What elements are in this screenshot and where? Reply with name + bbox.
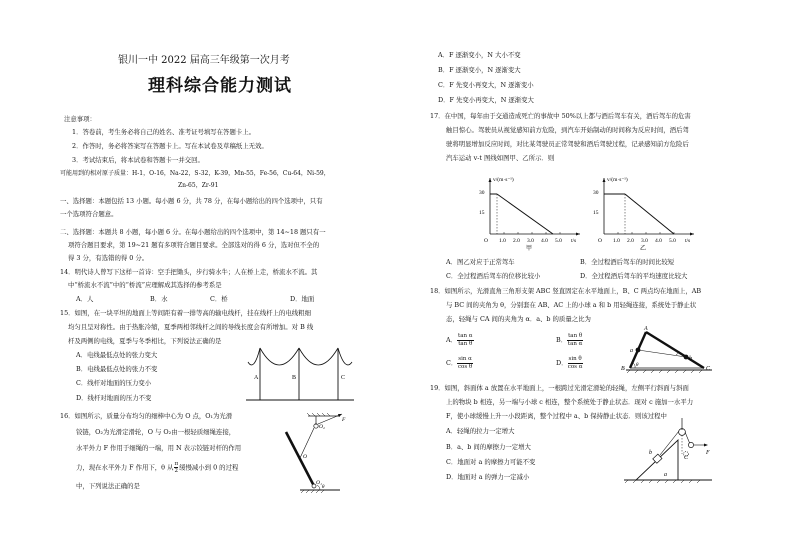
q14-option: D．地面 xyxy=(290,295,315,303)
pole-label-b: B xyxy=(292,375,297,381)
q19-option: C．地面对 a 的摩擦力可能不变 xyxy=(446,458,536,466)
label-o: O xyxy=(303,454,307,460)
school-title: 银川一中 2022 届高三年级第一次月考 xyxy=(118,55,290,66)
q17-stem: 汽车运动 v-t 图线如图甲、乙所示．则 xyxy=(446,154,555,162)
q16-text: 力，现在水平外力 F 作用下，θ 从 xyxy=(76,463,174,472)
q17-stem: 17．在中国，每年由于交通造成死亡的事故中 50%以上都与酒后驾车有关，酒后驾车的危害 xyxy=(430,112,691,120)
pole-label-c: C xyxy=(341,375,346,381)
x-tick: 4.0 xyxy=(655,238,662,244)
label-o1: O₁ xyxy=(316,480,322,486)
x-tick: 5.0 xyxy=(555,238,562,244)
q17-option: C．全过程酒后驾车的位移比较小 xyxy=(446,272,541,280)
label-force-f: F xyxy=(706,450,710,456)
x-tick: 2.0 xyxy=(513,238,520,244)
note-item: 3．考试结束后，将本试卷和答题卡一并交回。 xyxy=(72,156,204,164)
x-tick: 3.0 xyxy=(527,238,534,244)
velocity-line xyxy=(497,194,553,234)
q18-option-c: C． $\frac{\text{sin α}}{\text{cos θ}}$ xyxy=(446,356,473,370)
exam-title: 理科综合能力测试 xyxy=(148,76,292,96)
x-tick: O xyxy=(598,238,602,244)
y-tick: 15 xyxy=(479,210,485,216)
vt-graph-yi xyxy=(590,172,698,252)
triangle-abc-diagram xyxy=(618,324,716,376)
section1-line: 一个选项符合题意。 xyxy=(60,210,118,218)
q16-stem: 中，下列说法正确的是 xyxy=(76,482,140,490)
q18-stem: 态，轻绳与 CA 间的夹角为 α．a、b 的质量之比为 xyxy=(446,315,591,323)
q15-option: B．电线最低点处的张力不变 xyxy=(76,365,158,373)
notes-heading: 注意事项： xyxy=(64,115,96,123)
q19-stem: F，使小球缓慢上升一小段距离，整个过程中 a、b 保持静止状态．则该过程中 xyxy=(446,412,667,420)
x-tick: 3.0 xyxy=(641,238,648,244)
vt-graph-jia xyxy=(476,172,584,252)
note-item: 1．答卷前，考生务必将自己的姓名、准考证号填写在答题卡上。 xyxy=(72,128,256,136)
y-tick: 30 xyxy=(593,190,599,196)
x-tick: 4.0 xyxy=(541,238,548,244)
q17-option: D．全过程酒后驾车的平均速度比较大 xyxy=(580,272,688,280)
q17-option: B．全过程酒后驾车的时间比较短 xyxy=(580,258,675,266)
fraction-pi-over-2: $\frac{\pi}{2}$ xyxy=(174,461,179,474)
q14-stem: 中“桥流水不流”中的“桥流”应理解成其选择的参考系是 xyxy=(68,281,222,289)
q17-stem: 触目惊心。驾驶员从视觉感知前方危险，到汽车开始制动的时间称为反应时间，酒后驾 xyxy=(446,126,689,134)
x-tick: 1.0 xyxy=(499,238,506,244)
graph-caption: 乙 xyxy=(640,246,647,252)
q19-option: A．轻绳的拉力一定增大 xyxy=(446,427,515,435)
q16-stem: 16．如图所示，质量分布均匀的细棒中心为 O 点，O₁为光滑 xyxy=(60,412,233,420)
label-a-vertex: A xyxy=(644,326,648,332)
x-tick: 2.0 xyxy=(627,238,634,244)
q18-stem: 与 BC 间的夹角为 θ，分别套在 AB、AC 上的小球 a 和 b 用轻绳连接，系统处于静止状 xyxy=(446,301,697,309)
y-axis-label: v/(m·s⁻¹) xyxy=(493,177,514,183)
q16-text: 缓慢减小到 0 的过程 xyxy=(179,463,239,472)
q19-option: D．地面对 a 的弹力一定减小 xyxy=(446,473,530,481)
note-item: 2．作答时，务必将答案写在答题卡上。写在本试卷及草稿纸上无效。 xyxy=(72,142,268,150)
q15-option: D．线杆对地面的压力不变 xyxy=(76,394,152,402)
q14-option: C．桥 xyxy=(210,295,228,303)
velocity-line xyxy=(625,194,674,234)
q16-stem: 水平外力 F 作用于细绳的一端，用 N 表示铰链对杆的作用 xyxy=(76,444,242,452)
section2-line: 项符合题目要求，第 19~21 题有多项符合题目要求。全部选对的得 6 分，选对但不全的 xyxy=(68,241,320,249)
label-theta: θ xyxy=(636,363,639,368)
incline-pulley-diagram xyxy=(620,414,716,484)
q17-stem: 驶将明显增加反应时间，对比某驾驶员正常驾驶和酒后驾驶过程，记录感知前方危险后 xyxy=(446,140,689,148)
q18-option-b: B． $\frac{\text{tan θ}}{\text{tan α}}$ xyxy=(556,333,583,347)
graph-caption: 甲 xyxy=(526,246,533,252)
label-c-vertex: C xyxy=(706,366,711,372)
section2-line: 得 3 分，有选错的得 0 分。 xyxy=(68,254,149,262)
q16-stem xyxy=(76,461,238,474)
q19-stem: 19．如图，斜面体 a 放置在水平地面上，一根跨过光滑定滑轮的轻绳，左侧平行斜面与斜面 xyxy=(430,384,689,392)
y-tick: 30 xyxy=(479,190,485,196)
y-axis-label: v/(m·s⁻¹) xyxy=(607,177,628,183)
pole-label-a: A xyxy=(254,375,259,381)
q18-option-a: A． $\frac{\text{tan α}}{\text{tan θ}}$ xyxy=(446,333,473,347)
q16-option: A．F 逐渐变小，N 大小不变 xyxy=(438,51,521,59)
label-f: F xyxy=(342,417,346,423)
power-line-diagram xyxy=(246,342,356,406)
q16-option: D．F 先变小再变大，N 逐渐变大 xyxy=(438,96,534,104)
q16-stem: 铰链，O₂为光滑定滑轮，O 与 O₂由一根轻质细绳连接， xyxy=(76,428,236,436)
q14-option: A．人 xyxy=(76,295,94,303)
section2-line: 二、选择题：本题共 8 小题，每小题 6 分。在每小题给出的四个选项中，第 14~18 题只有一 xyxy=(60,228,326,236)
x-tick: 5.0 xyxy=(669,238,676,244)
label-ball-a: a xyxy=(630,348,633,354)
q16-option: B．F 逐渐变小，N 逐渐变大 xyxy=(438,66,521,74)
label-incline-a: a xyxy=(664,472,667,478)
q14-option: B．水 xyxy=(150,295,168,303)
label-ball-b: b xyxy=(689,356,692,362)
x-tick: O xyxy=(484,238,488,244)
y-tick: 15 xyxy=(593,210,599,216)
x-tick: 1.0 xyxy=(613,238,620,244)
q16-option: C．F 先变小再变大，N 逐渐变小 xyxy=(438,81,534,89)
x-axis-label: t/s xyxy=(685,238,691,244)
label-theta: θ xyxy=(322,485,325,490)
q15-stem: 均匀且呈对称性。由于热胀冷缩，夏季两相邻线杆之间的导线长度会有所增加。对 B 线 xyxy=(68,323,314,331)
label-b-vertex: B xyxy=(621,366,625,372)
q19-option: B．a、b 间的摩擦力一定增大 xyxy=(446,443,531,451)
atomic-mass-line: Zn-65，Zr-91 xyxy=(178,182,219,189)
section1-line: 一、选择题：本题包括 13 小题。每小题 6 分，共 78 分，在每小题给出的四个选项中，只有 xyxy=(60,197,323,205)
x-axis-label: t/s xyxy=(571,238,577,244)
label-o2: O₂ xyxy=(319,424,325,430)
atomic-mass-line: 可能用到的相对原子质量：H-1，O-16，Na-22，S-32，K-39，Mn-55，Fe-56，Cu-64，Ni-59， xyxy=(60,170,330,177)
q15-option: C．线杆对地面的压力变小 xyxy=(76,379,152,387)
rod-pulley-diagram xyxy=(278,412,350,494)
q17-option: A．图乙对应于正常驾车 xyxy=(446,258,515,266)
q15-stem: 15．如图，在一块平坦的地面上等间距有着一排等高的输电线杆，挂在线杆上的电线粗细 xyxy=(60,309,311,317)
q14-stem: 14．明代诗人曾写下这样一首诗：空手把锄头，步行骑水牛；人在桥上走，桥流水不流。其 xyxy=(60,268,318,276)
label-block-b: b xyxy=(649,450,652,456)
label-ball-c: C xyxy=(684,455,689,461)
q15-stem: 杆及两侧的电线，夏季与冬季相比，下列说法正确的是 xyxy=(68,337,222,345)
q19-stem: 上的物块 b 相连，另一端与小球 c 相连，整个系统处于静止状态．现对 c 施加一水平力 xyxy=(446,398,694,406)
q18-stem: 18．如图所示，光滑直角三角形支架 ABC 竖直固定在水平地面上，B、C 两点均在地面上，AB xyxy=(430,287,702,295)
q18-option-d: D． $\frac{\text{sin θ}}{\text{cos α}}$ xyxy=(556,356,583,370)
q15-option: A．电线最低点处的张力变大 xyxy=(76,351,158,359)
